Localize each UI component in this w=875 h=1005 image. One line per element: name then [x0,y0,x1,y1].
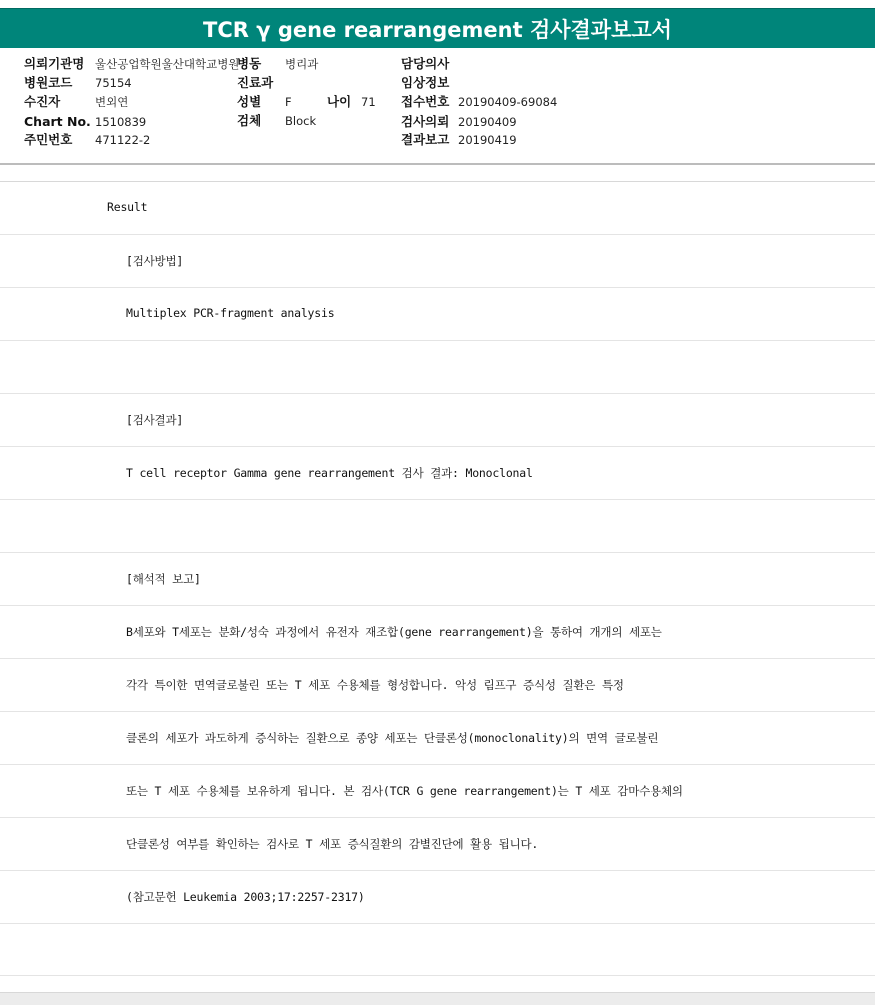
patient-label: 수진자 [24,94,61,109]
request-date-value: 20190409 [458,115,517,129]
interpretation-line: B세포와 T세포는 분화/성숙 과정에서 유전자 재조합(gene rearrangement)을 통하여 개개의 세포는 [126,625,662,639]
interpretation-heading: [해석적 보고] [126,572,201,586]
method-heading: [검사방법] [126,254,184,268]
report-date-value: 20190419 [458,133,517,147]
report-row [0,658,875,711]
bottom-scroll-area[interactable] [0,992,875,1005]
report-row [0,923,875,976]
sex-label: 성별 [237,94,262,109]
method-text: Multiplex PCR-fragment analysis [126,306,335,320]
hospital-code-label: 병원코드 [24,75,73,90]
institution-value: 울산공업학원울산대학교병원 [95,57,240,71]
ward-value: 병리과 [285,57,319,71]
specimen-value: Block [285,114,317,128]
report-date-label: 결과보고 [401,132,450,147]
resident-no-value: 471122-2 [95,133,151,147]
result-text: T cell receptor Gamma gene rearrangement 검사 결과: Monoclonal [126,466,533,480]
chart-no-label: Chart No. [24,114,91,129]
result-heading: Result [107,200,148,214]
report-row [0,711,875,764]
report-row [0,605,875,658]
report-row [0,181,875,234]
report-row [0,393,875,446]
interpretation-line: 각각 특이한 면역글로불린 또는 T 세포 수용체를 형성합니다. 악성 림프구 증식성 질환은 특정 [126,678,624,692]
chart-no-value: 1510839 [95,115,147,129]
request-date-label: 검사의뢰 [401,114,450,129]
specimen-label: 검체 [237,113,262,128]
ward-label: 병동 [237,56,262,71]
report-row [0,499,875,552]
interpretation-line: 또는 T 세포 수용체를 보유하게 됩니다. 본 검사(TCR G gene rearrangement)는 T 세포 감마수용체의 [126,784,683,798]
department-label: 진료과 [237,75,274,90]
report-row [0,817,875,870]
hospital-code-value: 75154 [95,76,132,90]
report-title: TCR γ gene rearrangement 검사결과보고서 [0,8,875,48]
sex-value: F [285,95,292,109]
report-row [0,287,875,340]
report-row [0,234,875,287]
patient-value: 변외연 [95,95,129,109]
interpretation-line: 단클론성 여부를 확인하는 검사로 T 세포 증식질환의 감별진단에 활용 됩니다. [126,837,539,851]
header-spacer [0,165,875,181]
report-row [0,552,875,605]
result-section-heading: [검사결과] [126,413,184,427]
clinical-info-label: 임상정보 [401,75,450,90]
resident-no-label: 주민번호 [24,132,73,147]
report-row [0,870,875,923]
receipt-no-value: 20190409-69084 [458,95,558,109]
interpretation-line: 클론의 세포가 과도하게 증식하는 질환으로 종양 세포는 단클론성(monoclonality)의 면역 글로불린 [126,731,659,745]
receipt-no-label: 접수번호 [401,94,450,109]
age-label: 나이 [327,94,352,109]
reference-text: (참고문헌 Leukemia 2003;17:2257-2317) [126,890,365,904]
report-row [0,764,875,817]
report-body [0,181,875,976]
patient-info-header [0,48,875,165]
age-value: 71 [361,95,376,109]
physician-label: 담당의사 [401,56,450,71]
report-row [0,340,875,393]
report-row [0,446,875,499]
institution-label: 의뢰기관명 [24,56,85,71]
